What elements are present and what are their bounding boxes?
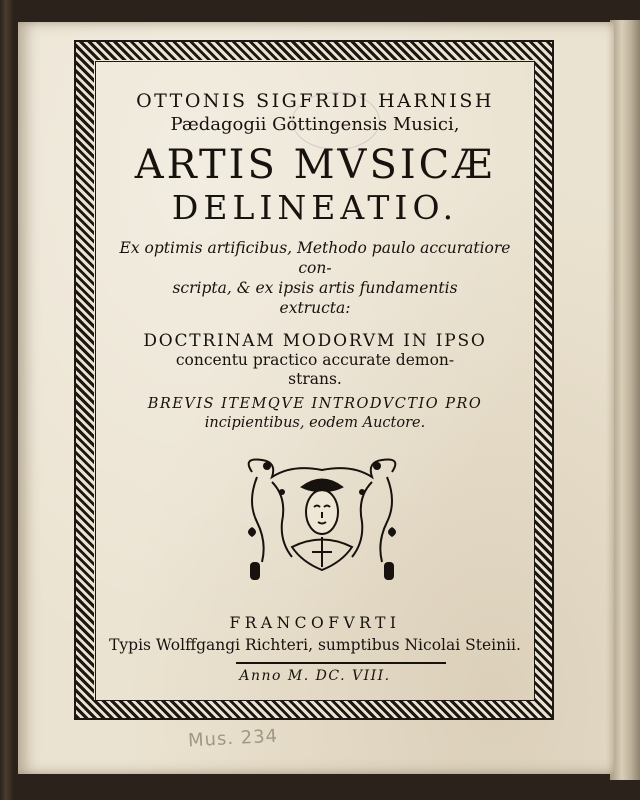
- shelfmark-annotation: Mus. 234: [187, 725, 279, 752]
- main-title-line-1: ARTIS MVSICÆ: [134, 142, 496, 188]
- author-name: OTTONIS SIGFRIDI HARNISH: [136, 90, 494, 112]
- doctrina-line-3: strans.: [288, 369, 342, 388]
- imprint-printer: Typis Wolffgangi Richteri, sumptibus Nicolai Steinii.: [109, 636, 521, 654]
- subtitle: [100, 238, 530, 318]
- author-affiliation: Pædagogii Göttingensis Musici,: [170, 114, 460, 135]
- subtitle-line-3: extructa:: [279, 299, 351, 317]
- imprint-year: Anno M. DC. VIII.: [239, 668, 391, 684]
- doctrina-text: [100, 351, 530, 389]
- imprint-rule: [236, 662, 446, 664]
- brevis-line-1: BREVIS ITEMQVE INTRODVCTIO PRO: [147, 395, 483, 412]
- main-title-line-2: DELINEATIO.: [171, 188, 459, 227]
- subtitle-line-1: Ex optimis artificibus, Methodo paulo accuratiore con-: [119, 239, 511, 277]
- printer-ornament-mask-icon: [232, 452, 412, 582]
- page-edges: [610, 20, 640, 780]
- subtitle-line-2: scripta, & ex ipsis artis fundamentis: [172, 279, 458, 297]
- imprint-place: FRANCOFVRTI: [229, 614, 401, 632]
- title-text-block: [100, 66, 530, 433]
- brevis-line-2: incipientibus, eodem Auctore.: [204, 414, 426, 431]
- doctrina-line-2: concentu practico accurate demon-: [175, 350, 455, 369]
- doctrina-line-1: DOCTRINAM MODORVM IN IPSO: [143, 331, 487, 351]
